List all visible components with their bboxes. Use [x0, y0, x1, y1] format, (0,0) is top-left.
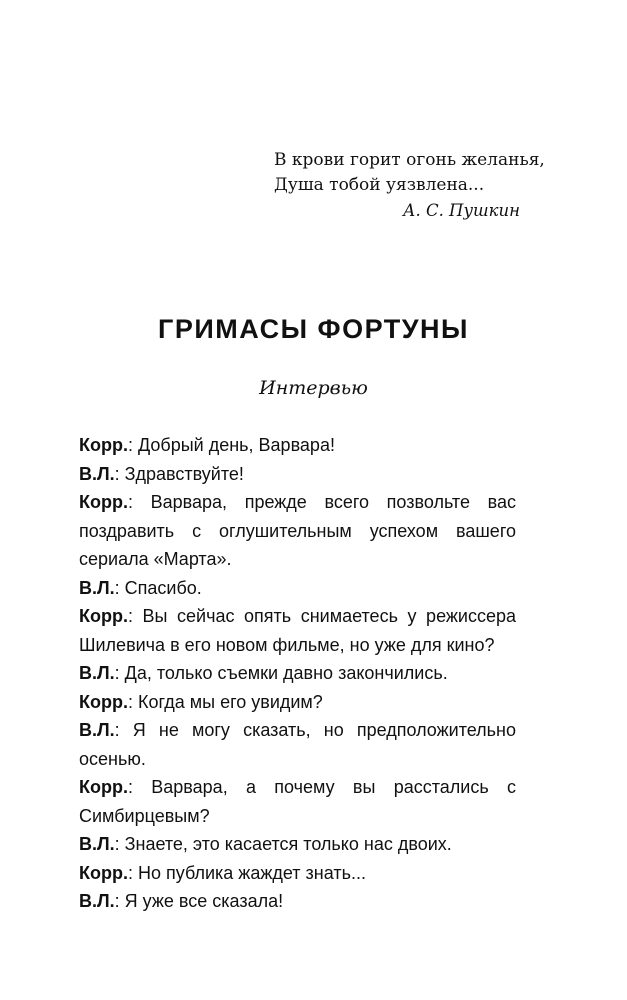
dialogue-line	[79, 716, 516, 773]
speaker-label: Корр.	[79, 435, 128, 455]
dialogue-line	[79, 602, 516, 659]
dialogue-text: : Добрый день, Варвара!	[127, 435, 335, 455]
dialogue-text: : Варвара, прежде всего позвольте вас поздравить с оглушительным успехом вашего сериала «Марта».	[79, 492, 516, 569]
speaker-label: Корр.	[79, 691, 128, 712]
dialogue-line	[79, 688, 516, 717]
dialogue-line	[79, 488, 516, 574]
dialogue-text: : Да, только съемки давно закончились.	[114, 663, 448, 683]
dialogue-text: : Знаете, это касается только нас двоих.	[114, 834, 452, 854]
dialogue-text: : Варвара, а почему вы расстались с Симбирцевым?	[79, 777, 516, 826]
chapter-subtitle: Интервью	[259, 377, 368, 399]
epigraph-line: Душа тобой уязвлена...	[274, 175, 485, 195]
dialogue-line	[79, 659, 516, 688]
dialogue-text: : Когда мы его увидим?	[127, 691, 323, 712]
speaker-label: В.Л.	[79, 891, 115, 911]
dialogue-text: : Но публика жаждет знать...	[127, 862, 366, 883]
interview-dialogue	[79, 431, 516, 916]
dialogue-text: : Здравствуйте!	[114, 463, 244, 484]
dialogue-line	[79, 431, 516, 460]
dialogue-text: : Вы сейчас опять снимаетесь у режиссера Шилевича в его новом фильме, но уже для кино?	[79, 606, 516, 655]
epigraph-author: А. С. Пушкин	[402, 201, 520, 220]
speaker-label: Корр.	[79, 606, 128, 626]
dialogue-line	[79, 460, 516, 489]
speaker-label: В.Л.	[79, 834, 115, 854]
speaker-label: В.Л.	[79, 463, 115, 484]
speaker-label: В.Л.	[79, 720, 115, 740]
dialogue-text: : Спасибо.	[114, 577, 202, 598]
dialogue-line	[79, 859, 516, 888]
epigraph	[274, 148, 574, 223]
speaker-label: В.Л.	[79, 577, 115, 598]
dialogue-line	[79, 830, 516, 859]
speaker-label: Корр.	[79, 777, 128, 797]
dialogue-line	[79, 574, 516, 603]
epigraph-line: В крови горит огонь желанья,	[274, 150, 545, 170]
dialogue-line	[79, 887, 516, 916]
dialogue-line	[79, 773, 516, 830]
speaker-label: В.Л.	[79, 663, 115, 683]
speaker-label: Корр.	[79, 862, 128, 883]
chapter-title: ГРИМАСЫ ФОРТУНЫ	[158, 314, 469, 344]
dialogue-text: : Я не могу сказать, но предположительно осенью.	[79, 720, 516, 769]
speaker-label: Корр.	[79, 492, 128, 512]
dialogue-text: : Я уже все сказала!	[114, 891, 284, 911]
